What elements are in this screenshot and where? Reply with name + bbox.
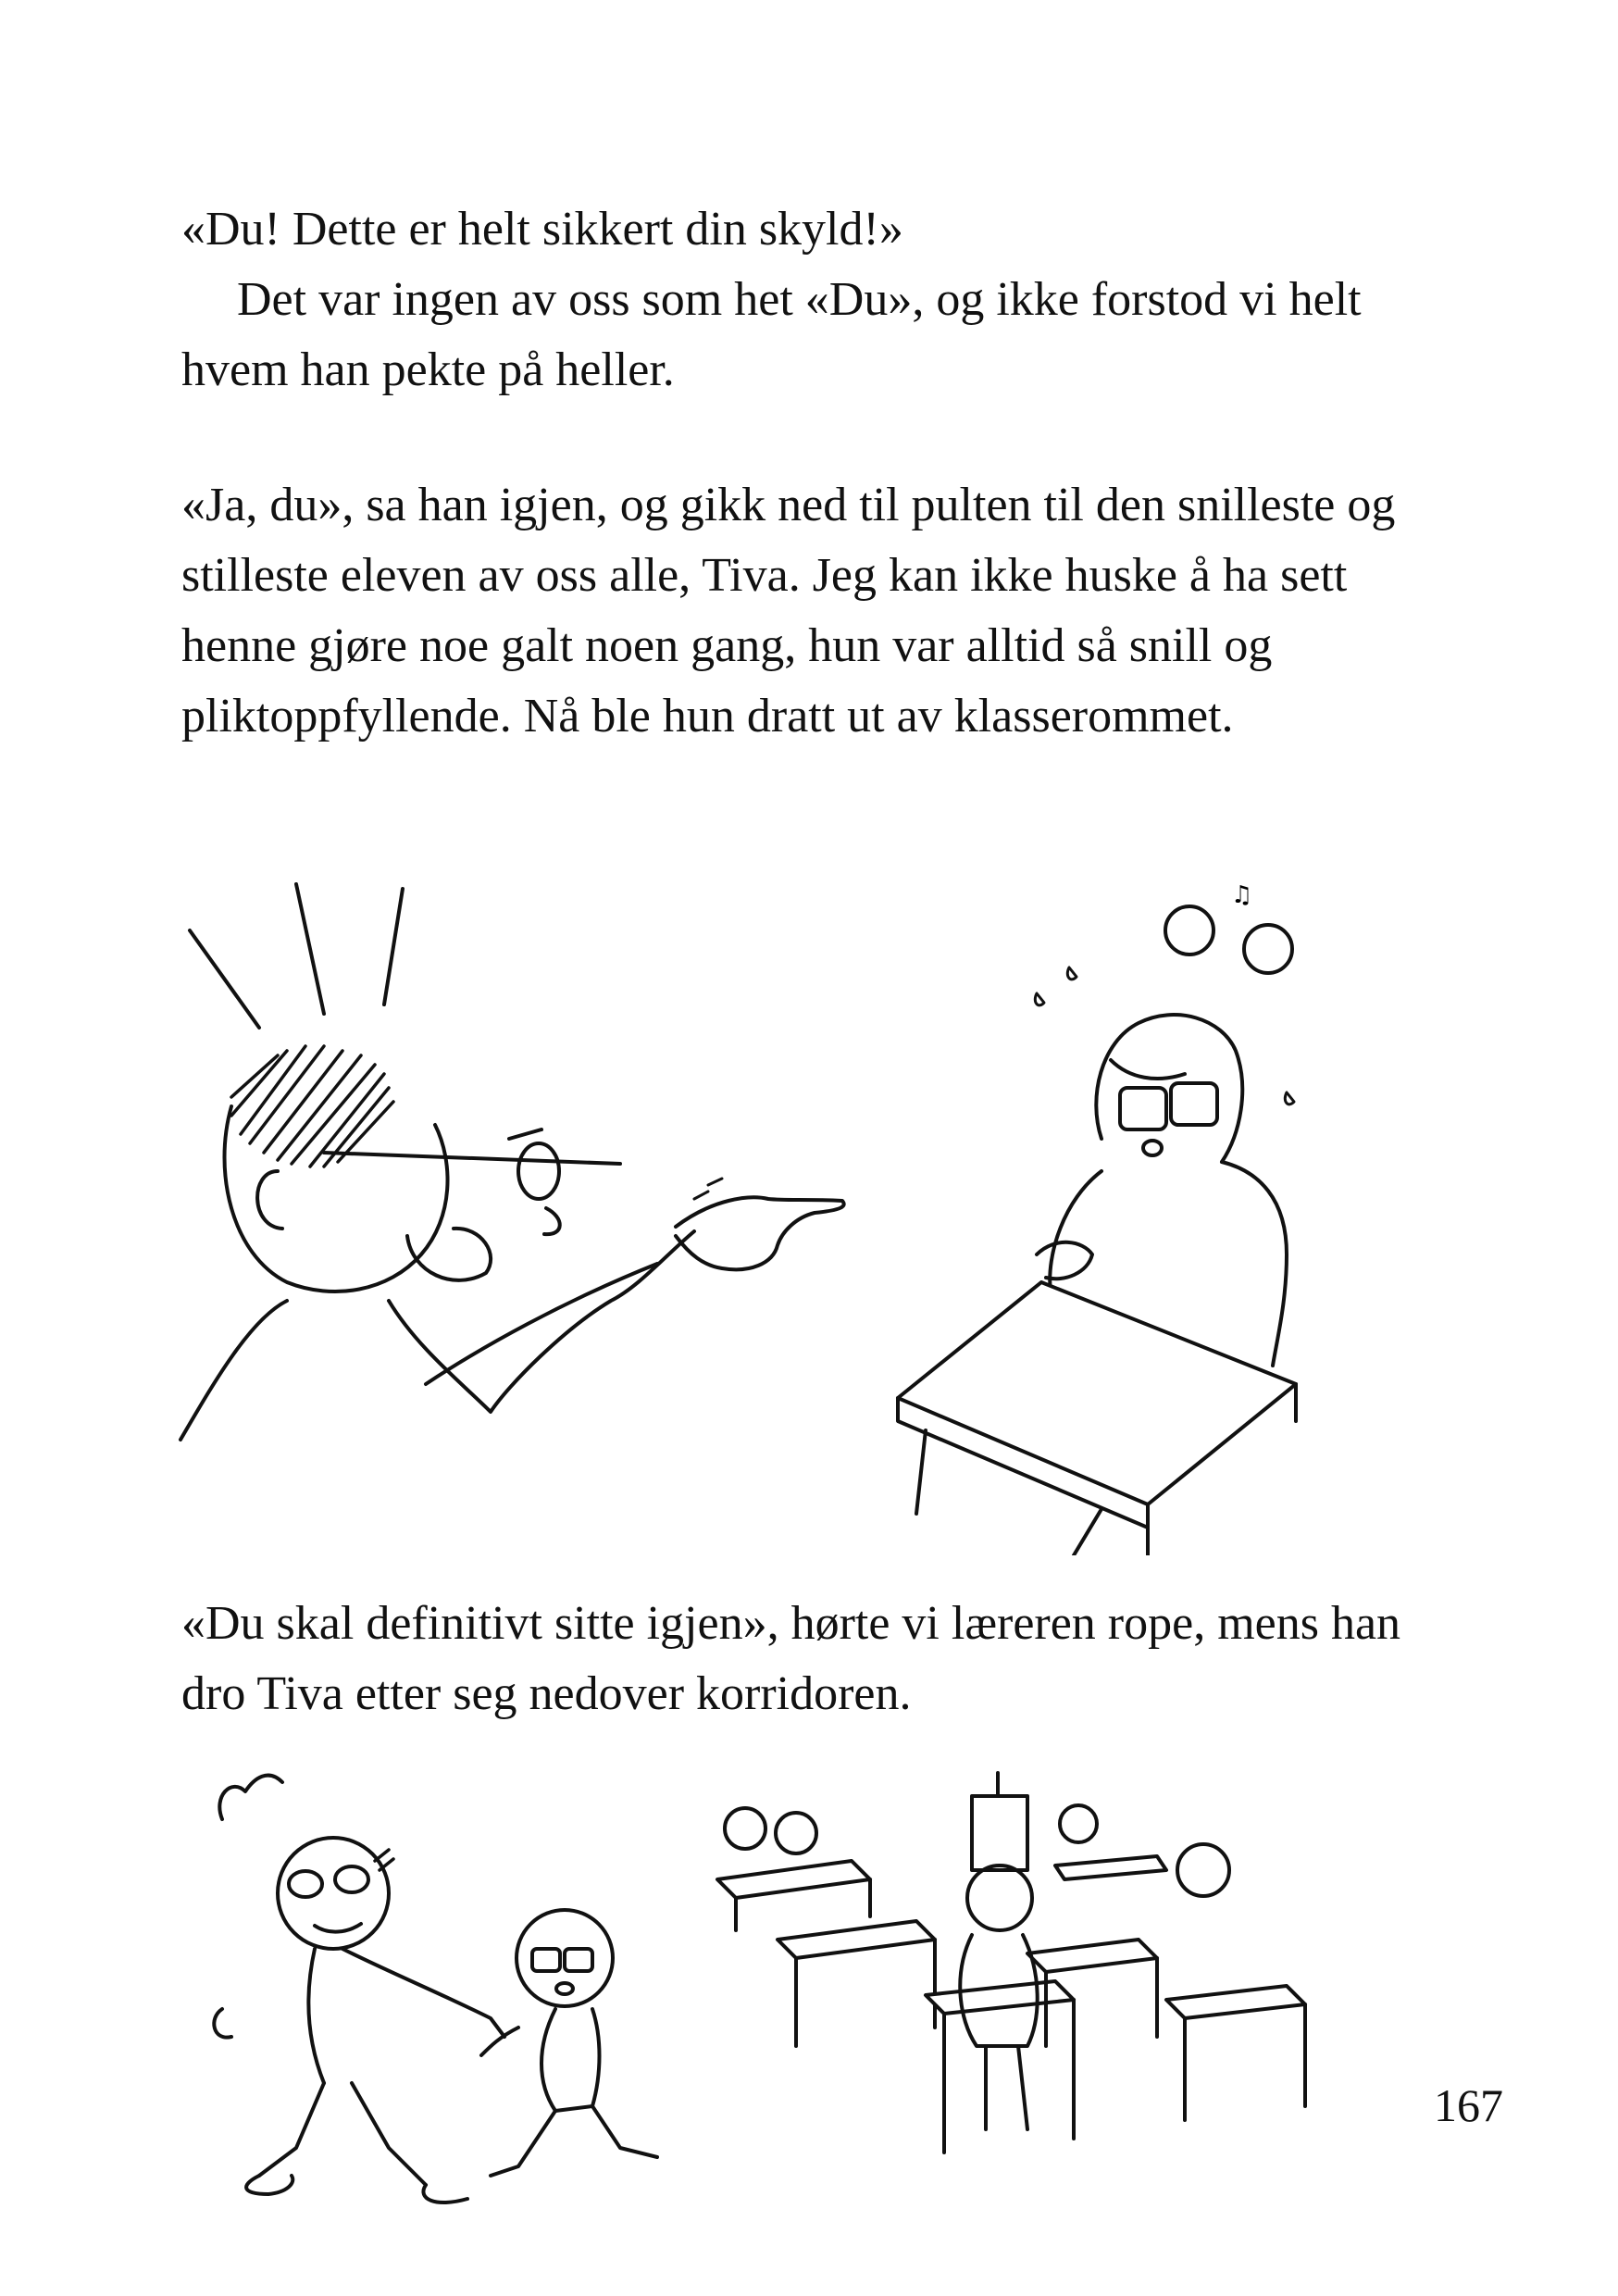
dialogue-line: «Du! Dette er helt sikkert din skyld!» [181,203,903,256]
classmate-head [1165,906,1214,955]
sweat-drop [1285,1092,1294,1104]
teacher-leg [352,2083,426,2185]
teacher-pointing-drawing [176,866,1453,1555]
classroom-desk [1027,1940,1157,1972]
narration-line: Det var ingen av oss som het «Du», og ikke forstod vi helt hvem han pekte på heller. [181,273,1362,396]
back-desk [717,1861,870,1898]
teacher-body [308,1949,324,2083]
teacher-eye [518,1143,559,1199]
teacher-shoe [246,2176,292,2194]
classmate-head [725,1808,765,1849]
teacher-fist [214,2009,231,2038]
teacher-arm [342,1949,504,2037]
tiva-leg [592,2106,657,2157]
classroom-desk [778,1921,935,1958]
teacher-arm-lower [389,1231,694,1412]
teacher-mouth [315,1924,361,1932]
classmate-head [1244,925,1292,973]
sweat-drop [1035,993,1044,1005]
paragraph-3 [181,1589,1440,1729]
teacher-shoe [423,2185,467,2202]
tiva-body [541,2009,600,2111]
page-number: 167 [1434,2079,1503,2131]
desk-leg [1074,1509,1101,1555]
music-note-icon: ♫ [1231,881,1253,909]
dialogue-line: «Du skal definitivt sitte igjen», hørte vi læreren rope, mens han dro Tiva etter seg nedover korridoren. [181,1597,1401,1720]
teacher-glasses [324,1153,620,1164]
teacher-eye [289,1871,322,1897]
tiva-mouth [1143,1141,1162,1155]
teacher-back [180,1301,287,1440]
teacher-eye [335,1866,368,1892]
classmate-head [1060,1805,1097,1842]
tall-hat [972,1796,1027,1870]
classroom-desk [1166,1986,1305,2018]
tiva-head [1096,1015,1242,1162]
paragraph-1 [181,194,1440,406]
tiva-desk-top [898,1282,1296,1504]
teacher-hair [231,1046,393,1167]
tiva-bangs [1111,1060,1185,1079]
anger-line [190,930,259,1028]
tiva-mouth [556,1983,573,1994]
anger-squiggle [219,1776,282,1819]
paragraph-2 [181,470,1440,752]
tiva-leg [491,2111,555,2176]
tiva-glasses-right [1171,1083,1217,1125]
pointing-hand [676,1197,844,1269]
sweat-drop [1067,967,1077,980]
anger-line [384,889,403,1004]
classroom-desk [926,1981,1074,2014]
narration-line: «Ja, du», sa han igjen, og gikk ned til pulten til den snilleste og stilleste eleven av oss alle, Tiva. Jeg kan ikke huske å ha sett henne gjøre noe galt noen gang, hun var alltid så snill og pliktoppfyllende. Nå ble hun dratt ut av klasserommet. [181,479,1396,742]
anger-line [296,884,324,1014]
classmate-head [967,1866,1032,1930]
teacher-ear [257,1171,282,1229]
tiva-glasses-left [1120,1088,1166,1129]
back-desk [1055,1856,1166,1879]
teacher-eyebrow [509,1129,541,1139]
classmate-head [1177,1844,1229,1896]
classroom-drawing [204,1741,1444,2222]
tiva-hand [1037,1242,1092,1279]
tiva-shoulder-right [1222,1162,1287,1366]
teacher-nose [544,1208,560,1234]
classmate-head [776,1813,816,1853]
tiva-glasses [532,1949,560,1971]
illustration-teacher-pointing [176,866,1453,1555]
illustration-teacher-dragging-tiva [204,1741,1444,2222]
teacher-leg [259,2083,324,2176]
desk-leg [916,1430,926,1514]
